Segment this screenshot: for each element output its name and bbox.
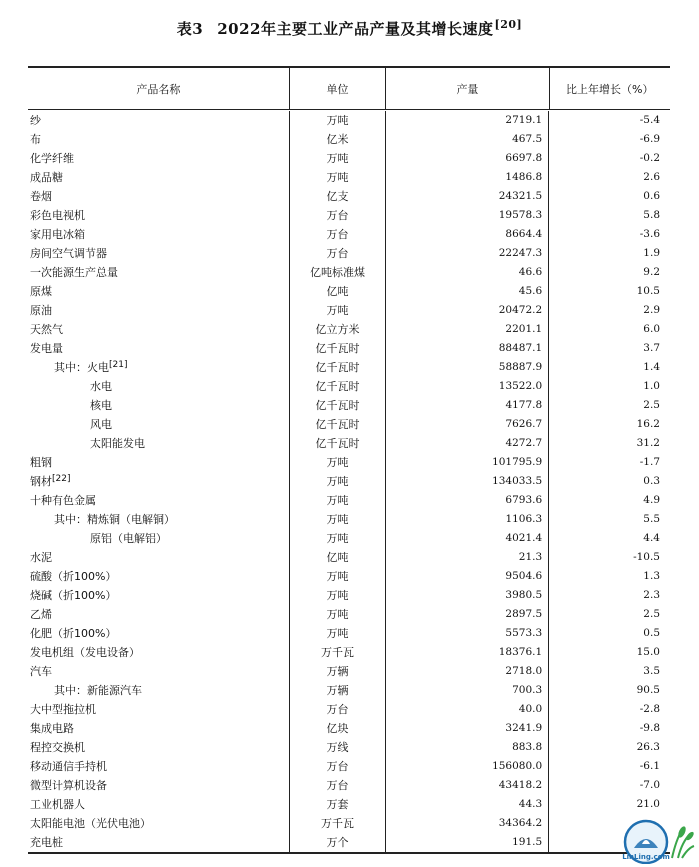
cell-growth: 5.8	[643, 209, 660, 221]
cell-growth: -2.8	[639, 703, 660, 715]
cell-unit: 万套	[290, 795, 387, 814]
cell-output: 43418.2	[386, 776, 549, 795]
cell-unit: 万吨	[290, 149, 387, 168]
cell-unit: 亿千瓦时	[290, 377, 387, 396]
table-row	[28, 187, 670, 206]
cell-product-name	[28, 187, 290, 206]
cell-growth: 1.9	[643, 247, 660, 259]
table-row	[28, 567, 670, 586]
product-name-text: 天然气	[30, 323, 63, 336]
cell-output: 46.6	[386, 263, 549, 282]
product-name-text: 硫酸（折100%）	[30, 570, 117, 583]
product-name-text: 十种有色金属	[30, 494, 96, 507]
cell-growth: 0.3	[643, 475, 660, 487]
cell-product-name	[28, 814, 290, 833]
product-name-text: 化学纤维	[30, 152, 74, 165]
table-row	[28, 643, 670, 662]
cell-output: 3980.5	[386, 586, 549, 605]
table-row	[28, 757, 670, 776]
cell-output: 3241.9	[386, 719, 549, 738]
cell-output: 2897.5	[386, 605, 549, 624]
product-name-text: 集成电路	[30, 722, 74, 735]
cell-product-name	[28, 453, 290, 472]
product-name-text: 成品糖	[30, 171, 63, 184]
cell-output: 20472.2	[386, 301, 549, 320]
cell-unit: 万吨	[290, 567, 387, 586]
cell-growth: 26.3	[636, 741, 660, 753]
table-row	[28, 833, 670, 852]
cell-output: 2201.1	[386, 320, 549, 339]
cell-unit: 亿块	[290, 719, 387, 738]
cell-unit: 亿吨	[290, 548, 387, 567]
product-name-text: 程控交换机	[30, 741, 85, 754]
cell-unit: 万吨	[290, 605, 387, 624]
cell-output: 24321.5	[386, 187, 549, 206]
cell-product-name	[28, 795, 290, 814]
cell-growth: 21.0	[636, 798, 660, 810]
table-row	[28, 225, 670, 244]
product-name-text: 钢材	[30, 475, 52, 488]
cell-unit: 万吨	[290, 491, 387, 510]
cell-growth: 0.5	[643, 627, 660, 639]
cell-output: 9504.6	[386, 567, 549, 586]
table-row	[28, 111, 670, 130]
product-name-text: 汽车	[30, 665, 52, 678]
cell-output: 134033.5	[386, 472, 549, 491]
product-name-text: 原煤	[30, 285, 52, 298]
title-text: 2022年主要工业产品产量及其增长速度	[217, 20, 494, 38]
cell-output: 13522.0	[386, 377, 549, 396]
cell-growth: 3.5	[643, 665, 660, 677]
cell-growth: 6.0	[643, 323, 660, 335]
table-row	[28, 700, 670, 719]
cell-output: 6793.6	[386, 491, 549, 510]
cell-output: 1486.8	[386, 168, 549, 187]
table-row	[28, 738, 670, 757]
cell-unit: 亿千瓦时	[290, 358, 387, 377]
cell-product-name	[28, 415, 290, 434]
cell-unit: 万吨	[290, 529, 387, 548]
cell-output: 5573.3	[386, 624, 549, 643]
cell-output: 467.5	[386, 130, 549, 149]
product-name-text: 水泥	[30, 551, 52, 564]
cell-product-name	[28, 111, 290, 130]
cell-product-name	[28, 662, 290, 681]
cell-unit: 亿米	[290, 130, 387, 149]
linling-watermark-logo	[622, 818, 696, 864]
table-row	[28, 415, 670, 434]
table-row	[28, 586, 670, 605]
cell-unit: 万千瓦	[290, 814, 387, 833]
cell-product-name	[28, 833, 290, 852]
cell-unit: 万吨	[290, 301, 387, 320]
cell-output: 22247.3	[386, 244, 549, 263]
table-row	[28, 491, 670, 510]
cell-product-name	[28, 149, 290, 168]
product-name-text: 房间空气调节器	[30, 247, 107, 260]
cell-growth: 3.7	[643, 342, 660, 354]
cell-unit: 亿千瓦时	[290, 415, 387, 434]
cell-growth: 0.6	[643, 190, 660, 202]
product-name-text: 原油	[30, 304, 52, 317]
cell-output: 21.3	[386, 548, 549, 567]
cell-growth: 1.3	[643, 570, 660, 582]
cell-unit: 万吨	[290, 510, 387, 529]
cell-product-name	[28, 738, 290, 757]
table-row	[28, 681, 670, 700]
cell-product-name	[28, 168, 290, 187]
table-row	[28, 434, 670, 453]
cell-growth: -3.6	[639, 228, 660, 240]
cell-growth: 2.6	[643, 171, 660, 183]
cell-growth: 9.2	[643, 266, 660, 278]
product-name-text: 布	[30, 133, 41, 146]
cell-unit: 万吨	[290, 586, 387, 605]
cell-output: 2719.1	[386, 111, 549, 130]
cell-unit: 万千瓦	[290, 643, 387, 662]
cell-growth: -5.4	[639, 114, 660, 126]
cell-output: 2718.0	[386, 662, 549, 681]
table-row	[28, 795, 670, 814]
table-row	[28, 605, 670, 624]
table-row	[28, 358, 670, 377]
cell-output: 156080.0	[386, 757, 549, 776]
cell-unit: 万吨	[290, 453, 387, 472]
cell-product-name	[28, 225, 290, 244]
product-name-text: 发电机组（发电设备）	[30, 646, 140, 659]
cell-unit: 万吨	[290, 111, 387, 130]
cell-unit: 亿千瓦时	[290, 396, 387, 415]
cell-growth: -10.5	[633, 551, 660, 563]
cell-unit: 万台	[290, 757, 387, 776]
cell-unit: 万线	[290, 738, 387, 757]
cell-product-name	[28, 130, 290, 149]
cell-growth: -6.1	[639, 760, 660, 772]
cell-growth: -0.2	[639, 152, 660, 164]
cell-product-name	[28, 320, 290, 339]
cell-growth: 2.5	[643, 399, 660, 411]
cell-product-name	[28, 377, 290, 396]
cell-output: 1106.3	[386, 510, 549, 529]
cell-output: 4177.8	[386, 396, 549, 415]
product-name-text: 其中：火电	[54, 361, 109, 374]
table-row	[28, 244, 670, 263]
product-name-text: 卷烟	[30, 190, 52, 203]
table-title	[0, 18, 699, 39]
product-name-text: 风电	[90, 418, 112, 431]
table-row	[28, 396, 670, 415]
table-body	[28, 110, 670, 852]
product-name-text: 烧碱（折100%）	[30, 589, 117, 602]
cell-growth: 5.5	[643, 513, 660, 525]
cell-product-name	[28, 529, 290, 548]
cell-output: 19578.3	[386, 206, 549, 225]
table-row	[28, 472, 670, 491]
product-name-text: 一次能源生产总量	[30, 266, 118, 279]
cell-product-name	[28, 282, 290, 301]
production-table	[28, 66, 670, 854]
cell-product-name	[28, 510, 290, 529]
cell-product-name	[28, 605, 290, 624]
product-name-text: 彩色电视机	[30, 209, 85, 222]
cell-product-name	[28, 244, 290, 263]
product-name-text: 大中型拖拉机	[30, 703, 96, 716]
product-name-text: 充电桩	[30, 836, 63, 849]
cell-product-name	[28, 339, 290, 358]
product-name-text: 纱	[30, 114, 41, 127]
cell-product-name	[28, 719, 290, 738]
table-row	[28, 776, 670, 795]
cell-unit: 万吨	[290, 624, 387, 643]
cell-product-name	[28, 434, 290, 453]
product-name-text: 粗钢	[30, 456, 52, 469]
product-name-text: 其中：新能源汽车	[54, 684, 142, 697]
cell-product-name	[28, 491, 290, 510]
cell-product-name	[28, 263, 290, 282]
cell-output: 191.5	[386, 833, 549, 852]
cell-output: 101795.9	[386, 453, 549, 472]
cell-unit: 万吨	[290, 168, 387, 187]
cell-product-name	[28, 643, 290, 662]
cell-growth: 31.2	[636, 437, 660, 449]
cell-product-name	[28, 681, 290, 700]
cell-unit: 万台	[290, 776, 387, 795]
product-name-text: 其中：精炼铜（电解铜）	[54, 513, 175, 526]
cell-product-name	[28, 776, 290, 795]
cell-output: 700.3	[386, 681, 549, 700]
cell-growth: 1.0	[643, 380, 660, 392]
table-row	[28, 320, 670, 339]
cell-product-name	[28, 206, 290, 225]
cell-growth: 2.3	[643, 589, 660, 601]
product-name-text: 工业机器人	[30, 798, 85, 811]
cell-output: 6697.8	[386, 149, 549, 168]
cell-output: 58887.9	[386, 358, 549, 377]
cell-output: 40.0	[386, 700, 549, 719]
cell-unit: 万台	[290, 225, 387, 244]
product-name-text: 太阳能电池（光伏电池）	[30, 817, 151, 830]
cell-growth: 2.5	[643, 608, 660, 620]
cell-unit: 万台	[290, 244, 387, 263]
cell-unit: 亿吨	[290, 282, 387, 301]
cell-product-name	[28, 301, 290, 320]
product-name-text: 太阳能发电	[90, 437, 145, 450]
table-row	[28, 130, 670, 149]
cell-unit: 亿吨标准煤	[290, 263, 387, 282]
cell-growth: 1.4	[643, 361, 660, 373]
table-row	[28, 263, 670, 282]
cell-output: 883.8	[386, 738, 549, 757]
table-row	[28, 624, 670, 643]
cell-growth: -7.0	[639, 779, 660, 791]
cell-output: 8664.4	[386, 225, 549, 244]
product-name-text: 微型计算机设备	[30, 779, 107, 792]
product-name-text: 核电	[90, 399, 112, 412]
product-name-text: 乙烯	[30, 608, 52, 621]
table-row	[28, 548, 670, 567]
cell-growth: 15.0	[636, 646, 660, 658]
table-row	[28, 339, 670, 358]
cell-unit: 万吨	[290, 472, 387, 491]
table-row	[28, 510, 670, 529]
cell-growth: 4.9	[643, 494, 660, 506]
cell-growth: 90.5	[636, 684, 660, 696]
table-row	[28, 453, 670, 472]
cell-output: 34364.2	[386, 814, 549, 833]
cell-output: 7626.7	[386, 415, 549, 434]
cell-growth: 10.5	[636, 285, 660, 297]
title-footnote-ref[interactable]: [20]	[494, 18, 523, 31]
footnote-ref[interactable]: [21]	[109, 360, 128, 370]
cell-product-name	[28, 624, 290, 643]
cell-product-name	[28, 358, 290, 377]
cell-growth: -6.9	[639, 133, 660, 145]
cell-growth: 16.2	[636, 418, 660, 430]
cell-growth: 4.4	[643, 532, 660, 544]
cell-growth: -9.8	[639, 722, 660, 734]
table-row	[28, 168, 670, 187]
header-unit: 单位	[290, 68, 387, 109]
table-row	[28, 662, 670, 681]
cell-output: 4021.4	[386, 529, 549, 548]
header-growth: 比上年增长（%）	[566, 82, 654, 96]
cell-unit: 万台	[290, 206, 387, 225]
product-name-text: 家用电冰箱	[30, 228, 85, 241]
product-name-text: 原铝（电解铝）	[90, 532, 167, 545]
product-name-text: 移动通信手持机	[30, 760, 107, 773]
cell-unit: 万辆	[290, 681, 387, 700]
cell-growth: -1.7	[639, 456, 660, 468]
cell-unit: 万辆	[290, 662, 387, 681]
cell-unit: 亿立方米	[290, 320, 387, 339]
cell-unit: 万台	[290, 700, 387, 719]
cell-output: 44.3	[386, 795, 549, 814]
cell-output: 18376.1	[386, 643, 549, 662]
table-header	[28, 68, 670, 110]
table-row	[28, 814, 670, 833]
cell-output: 45.6	[386, 282, 549, 301]
cell-product-name	[28, 472, 290, 491]
cell-output: 88487.1	[386, 339, 549, 358]
table-row	[28, 719, 670, 738]
cell-product-name	[28, 567, 290, 586]
cell-product-name	[28, 548, 290, 567]
footnote-ref[interactable]: [22]	[52, 474, 71, 484]
cell-unit: 万个	[290, 833, 387, 852]
product-name-text: 水电	[90, 380, 112, 393]
product-name-text: 化肥（折100%）	[30, 627, 117, 640]
table-row	[28, 149, 670, 168]
header-output: 产量	[386, 68, 549, 109]
cell-growth: 2.9	[643, 304, 660, 316]
table-row	[28, 377, 670, 396]
cell-product-name	[28, 586, 290, 605]
watermark-text: LinLing.com	[622, 853, 670, 861]
table-row	[28, 206, 670, 225]
table-number: 表3	[176, 20, 204, 38]
product-name-text: 发电量	[30, 342, 63, 355]
table-row	[28, 529, 670, 548]
cell-product-name	[28, 396, 290, 415]
cell-unit: 亿千瓦时	[290, 434, 387, 453]
cell-unit: 亿千瓦时	[290, 339, 387, 358]
cell-output: 4272.7	[386, 434, 549, 453]
cell-product-name	[28, 700, 290, 719]
header-product-name: 产品名称	[28, 68, 290, 109]
cell-unit: 亿支	[290, 187, 387, 206]
table-row	[28, 282, 670, 301]
table-row	[28, 301, 670, 320]
cell-product-name	[28, 757, 290, 776]
